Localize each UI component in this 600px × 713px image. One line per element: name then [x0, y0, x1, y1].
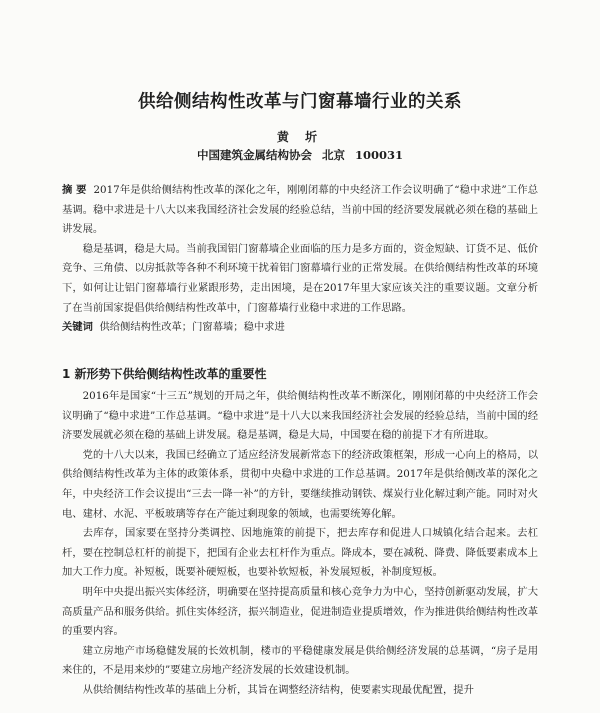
body-paragraph-4: 明年中央提出振兴实体经济，明确要在坚持提高质量和核心竞争力为中心，坚持创新驱动发展，扩大高质量产品和服务供给。抓住实体经济，振兴制造业，促进制造业提质增效，作为推进供给侧结构性改革的重要内容。	[62, 585, 538, 638]
abstract-paragraph-2: 稳是基调，稳是大局。当前我国铝门窗幕墙企业面临的压力是多方面的，资金短缺、订货不足、低价竞争、三角债、以房抵款等各种不利环境干扰着铝门窗幕墙行业的正常发展。在供给侧结构性改革的环境下，如何让让铝门窗幕墙行业紧跟形势，走出困境，是在2017年里大家应该关注的重要议题。文章分析了在当前国家提倡供给侧结构性改革中，门窗幕墙行业稳中求进的工作思路。	[62, 242, 538, 314]
body-paragraph-1: 2016年是国家“十三五”规划的开局之年，供给侧结构性改革不断深化，刚刚闭幕的中央经济工作会议明确了“稳中求进”工作总基调。“稳中求进”是十八大以来我国经济社会发展的经验总结，当前中国的经济要发展就必须在稳的基础上讲发展。稳是基调，稳是大局，中国要在稳的前提下才有所进取。	[62, 390, 538, 442]
abstract-text: 2017年是供给侧结构性改革的深化之年，刚刚闭幕的中央经济工作会议明确了“稳中求进”工作总基调。稳中求进是十八大以来我国经济社会发展的经验总结，当前中国的经济要发展就必须在稳的基础上讲发展。	[62, 184, 539, 236]
body-paragraph-6: 从供给侧结构性改革的基础上分析，其旨在调整经济结构，使要素实现最优配置，提升	[82, 683, 474, 696]
section-1-body	[62, 387, 538, 701]
body-paragraph-2: 党的十八大以来，我国已经确立了适应经济发展新常态下的经济政策框架，形成一心向上的格局，以供给侧结构性改革为主体的政策体系，贯彻中央稳中求进的工作总基调。2017年是供给侧改革的深化之年，中央经济工作会议提出“三去一降一补”的方针，要继续推动钢铁、煤炭行业化解过剩产能。同时对火电、建材、水泥、平板玻璃等存在产能过剩现象的领域，也需要统筹化解。	[62, 448, 538, 520]
abstract-label: 摘 要	[62, 184, 87, 196]
section-1-heading: 1 新形势下供给侧结构性改革的重要性	[62, 367, 267, 381]
body-paragraph-3: 去库存，国家要在坚持分类调控、因地施策的前提下，把去库存和促进人口城镇化结合起来。去杠杆，要在控制总杠杆的前提下，把国有企业去杠杆作为重点。降成本，要在减税、降费、降低要素成本上加大工作力度。补短板，既要补硬短板，也要补软短板，补发展短板，补制度短板。	[62, 527, 538, 579]
author-affiliation: 中国建筑金属结构协会 北京 100031	[196, 148, 404, 162]
author-name: 黄 圻	[276, 130, 324, 144]
keywords-text: 供给侧结构性改革；门窗幕墙；稳中求进	[99, 321, 285, 334]
abstract-block	[62, 181, 538, 338]
keywords-label: 关键词	[62, 321, 93, 334]
keywords-line	[62, 318, 538, 338]
body-paragraph-5: 建立房地产市场稳健发展的长效机制，楼市的平稳健康发展是供给侧经济发展的总基调，“房子是用来住的，不是用来炒的”要建立房地产经济发展的长效建设机制。	[62, 644, 538, 677]
paper-title: 供给侧结构性改革与门窗幕墙行业的关系	[138, 92, 462, 112]
abstract-paragraph	[62, 181, 538, 240]
